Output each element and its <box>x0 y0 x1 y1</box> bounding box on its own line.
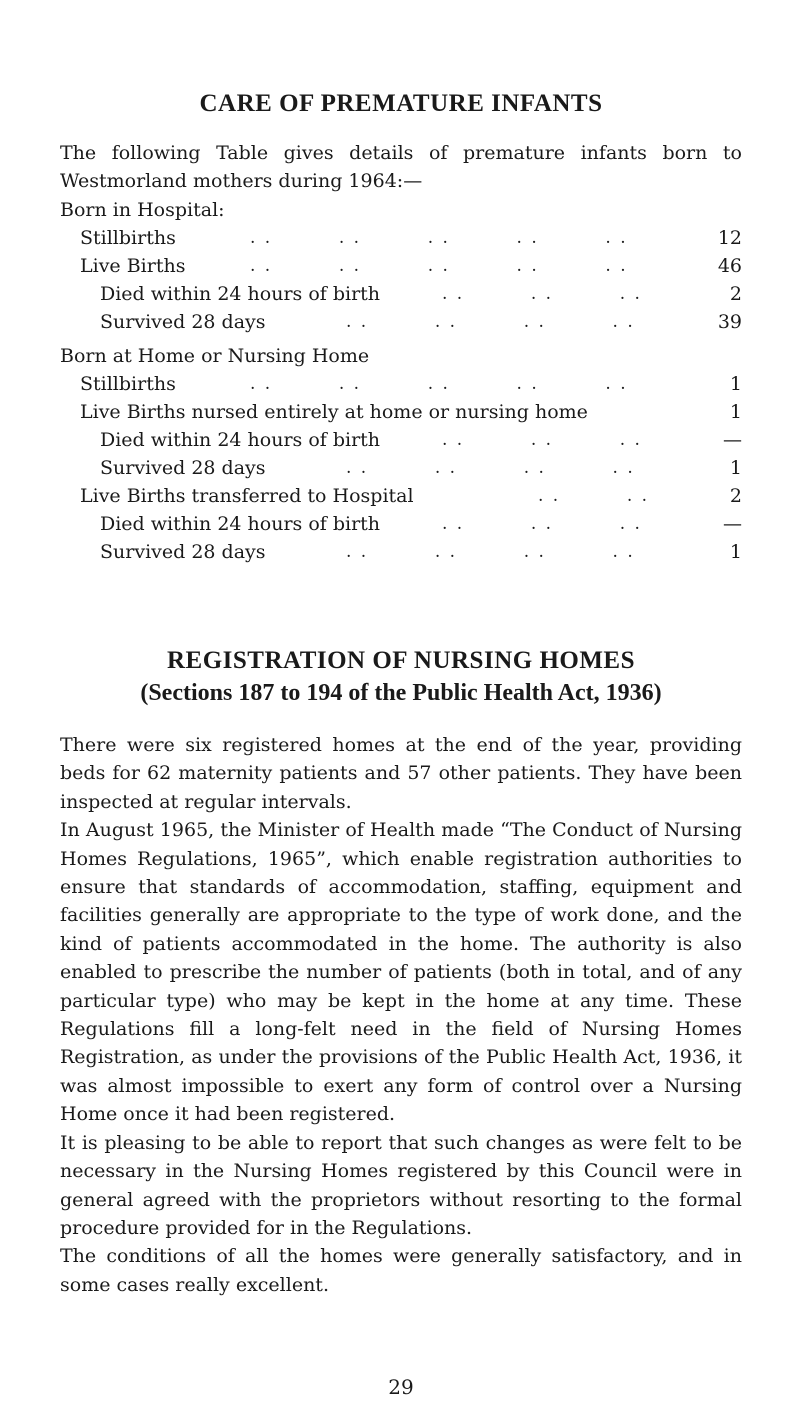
paragraph: The conditions of all the homes were generally satisfactory, and in some cases really excellent. <box>60 1245 742 1296</box>
row-label: Died within 24 hours of birth <box>100 513 381 535</box>
row-label: Stillbirths <box>80 227 176 249</box>
section-title-premature-infants: CARE OF PREMATURE INFANTS <box>199 90 603 117</box>
row-value: 1 <box>729 541 742 563</box>
intro-paragraph: The following Table gives details of premature infants born to Westmorland mothers during 1964:— <box>60 142 742 192</box>
row-label: Live Births <box>80 255 186 277</box>
row-label: Died within 24 hours of birth <box>100 283 381 305</box>
table-row <box>80 538 742 566</box>
leader-dots: . . . . . . . . <box>346 312 635 332</box>
page-number: 29 <box>388 1375 414 1399</box>
row-value: 12 <box>717 227 742 249</box>
table-row <box>80 308 742 336</box>
leader-dots: . . . . . . . . <box>346 542 635 562</box>
leader-dots: . . . . . . <box>442 514 642 534</box>
paragraph: In August 1965, the Minister of Health made “The Conduct of Nursing Homes Regulations, 1965”, which enable registration authorities to ensure that standards of accommodation, staffing, equipment and facilities generally are appropriate to the type of work done, and the kind of patients accommodated in the home. The authority is also enabled to prescribe the number of patients (both in total, and of any particular type) who may be kept in the home at any time. These Regulations fill a long-felt need in the field of Nursing Homes Registration, as under the provisions of the Public Health Act, 1936, it was almost impossible to exert any form of control over a Nursing Home once it had been registered. <box>60 819 742 1126</box>
leader-dots: . . . . <box>538 486 650 506</box>
nursing-homes-body <box>60 731 742 1299</box>
table-row <box>80 370 742 398</box>
home-heading-row <box>60 342 742 370</box>
paragraph: There were six registered homes at the end of the year, providing beds for 62 maternity patients and 57 other patients. They have been inspected at regular intervals. <box>60 734 742 813</box>
leader-dots: . . . . . . . . . . <box>250 374 628 394</box>
leader-dots: . . . . . . . . . . <box>250 228 628 248</box>
row-value: 39 <box>717 311 742 333</box>
row-label: Survived 28 days <box>100 541 266 563</box>
row-value: — <box>723 513 742 535</box>
table-row <box>80 482 742 510</box>
row-value: 46 <box>717 255 742 277</box>
row-value: 2 <box>729 485 742 507</box>
table-row <box>80 426 742 454</box>
table-row <box>80 454 742 482</box>
section-subtitle-act: (Sections 187 to 194 of the Public Health Act, 1936) <box>140 680 662 706</box>
home-heading: Born at Home or Nursing Home <box>60 345 370 367</box>
home-births-table <box>60 345 742 566</box>
table-row <box>80 224 742 252</box>
leader-dots: . . . . . . <box>442 430 642 450</box>
row-label: Survived 28 days <box>100 457 266 479</box>
paragraph: It is pleasing to be able to report that such changes as were felt to be necessary in the Nursing Homes registered by this Council were in general agreed with the proprietors without resorting to the formal procedure provided for in the Regulations. <box>60 1131 742 1239</box>
table-row <box>80 252 742 280</box>
row-label: Died within 24 hours of birth <box>100 429 381 451</box>
row-value: 2 <box>729 283 742 305</box>
leader-dots: . . . . . . . . <box>346 458 635 478</box>
section-title-nursing-homes: REGISTRATION OF NURSING HOMES <box>166 647 636 674</box>
table-row <box>80 398 742 426</box>
row-value: 1 <box>729 373 742 395</box>
hospital-births-table <box>60 199 742 336</box>
leader-dots: . . . . . . <box>442 284 642 304</box>
leader-dots: . . . . . . . . . . <box>250 256 628 276</box>
hospital-heading-row <box>60 196 742 224</box>
row-value: 1 <box>729 457 742 479</box>
row-label: Live Births nursed entirely at home or nursing home <box>80 401 588 423</box>
row-label: Stillbirths <box>80 373 176 395</box>
row-value: 1 <box>729 401 742 423</box>
table-row <box>80 510 742 538</box>
hospital-heading: Born in Hospital: <box>60 199 225 221</box>
row-label: Live Births transferred to Hospital <box>80 485 414 507</box>
table-row <box>80 280 742 308</box>
row-value: — <box>723 429 742 451</box>
row-label: Survived 28 days <box>100 311 266 333</box>
